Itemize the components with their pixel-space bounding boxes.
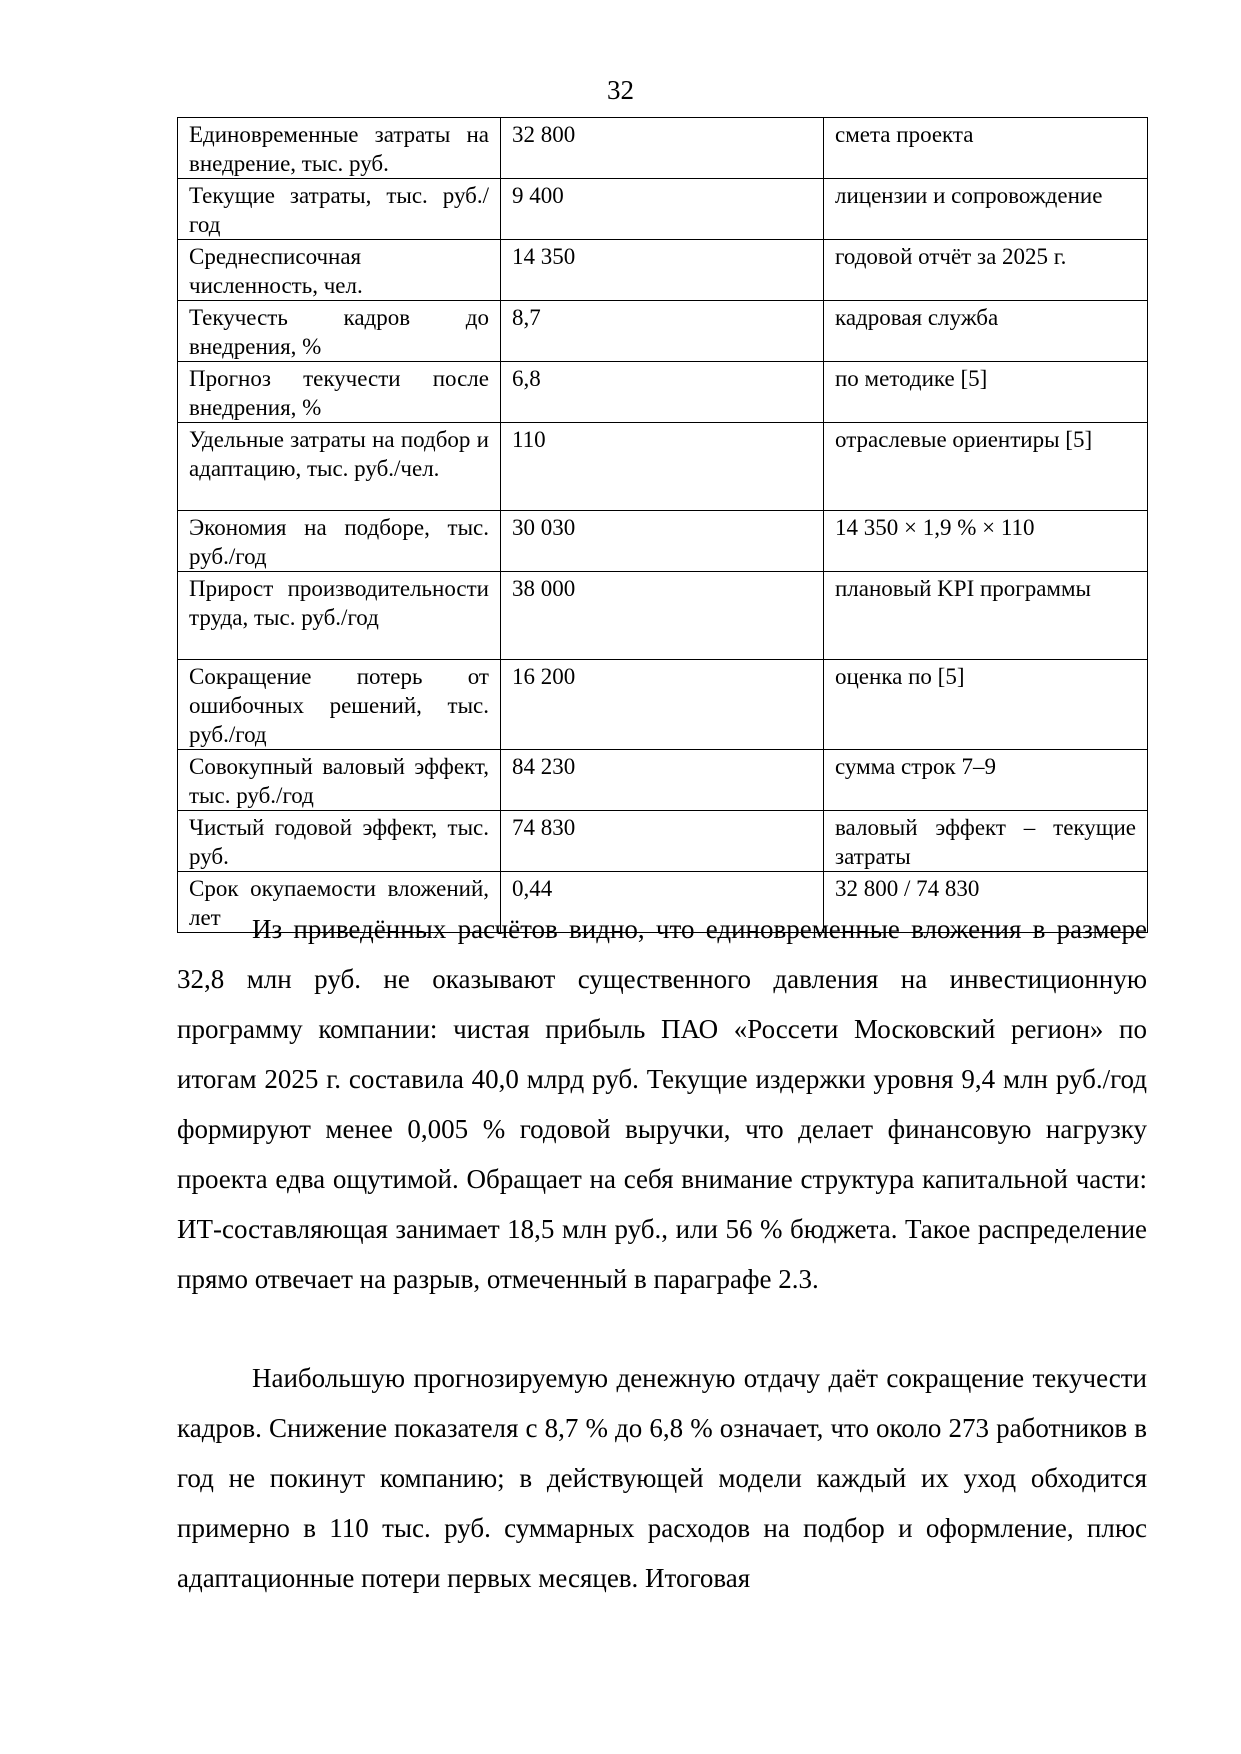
source-cell: годовой отчёт за 2025 г. [824, 240, 1148, 301]
table-row [178, 179, 1148, 240]
source-cell: сумма строк 7–9 [824, 750, 1148, 811]
body-paragraph-2 [177, 1353, 1147, 1603]
table-row [178, 240, 1148, 301]
table-row [178, 301, 1148, 362]
source-cell: лицензии и сопровождение [824, 179, 1148, 240]
source-cell: оценка по [5] [824, 660, 1148, 750]
indicator-cell: Чистый годовой эффект, тыс. руб. [178, 811, 501, 872]
source-cell: 32 800 / 74 830 [824, 872, 1148, 933]
source-cell: 14 350 × 1,9 % × 110 [824, 511, 1148, 572]
value-cell: 110 [501, 423, 824, 511]
indicator-cell: Удельные затраты на подбор и адаптацию, тыс. руб./чел. [178, 423, 501, 511]
source-cell: по методике [5] [824, 362, 1148, 423]
value-cell: 6,8 [501, 362, 824, 423]
paragraph-text: Из приведённых расчётов видно, что единовременные вложения в размере 32,8 млн руб. не оказывают существенного давления на инвестиционную программу компании: чистая прибыль ПАО «Россети Московский регион» по итогам 2025 г. составила 40,0 млрд руб. Текущие издержки уровня 9,4 млн руб./год формируют менее 0,005 % годовой выручки, что делает финансовую нагрузку проекта едва ощутимой. Обращает на себя внимание структура капитальной части: ИТ-составляющая занимает 18,5 млн руб., или 56 % бюджета. Такое распределение прямо отвечает на разрыв, отмеченный в параграфе 2.3. [177, 914, 1147, 1294]
indicator-cell: Сокращение потерь от ошибочных решений, тыс. руб./год [178, 660, 501, 750]
table-row [178, 811, 1148, 872]
table-row [178, 423, 1148, 511]
source-cell: отраслевые ориентиры [5] [824, 423, 1148, 511]
value-cell: 74 830 [501, 811, 824, 872]
table-row [178, 118, 1148, 179]
indicator-cell: Прирост производительности труда, тыс. руб./год [178, 572, 501, 660]
indicator-cell: Прогноз текучести после внедрения, % [178, 362, 501, 423]
indicator-cell: Экономия на подборе, тыс. руб./год [178, 511, 501, 572]
value-cell: 84 230 [501, 750, 824, 811]
source-cell: валовый эффект – текущие затраты [824, 811, 1148, 872]
value-cell: 30 030 [501, 511, 824, 572]
indicator-cell: Текущие затраты, тыс. руб./год [178, 179, 501, 240]
indicator-cell: Срок окупаемости вложений, лет [178, 872, 501, 933]
value-cell: 8,7 [501, 301, 824, 362]
source-cell: смета проекта [824, 118, 1148, 179]
source-cell: кадровая служба [824, 301, 1148, 362]
table-row [178, 362, 1148, 423]
value-cell: 0,44 [501, 872, 824, 933]
value-cell: 32 800 [501, 118, 824, 179]
paragraph-text: Наибольшую прогнозируемую денежную отдачу даёт сокращение текучести кадров. Снижение показателя с 8,7 % до 6,8 % означает, что около 273 работников в год не покинут компанию; в действующей модели каждый их уход обходится примерно в 110 тыс. руб. суммарных расходов на подбор и оформление, плюс адаптационные потери первых месяцев. Итоговая [177, 1363, 1147, 1593]
value-cell: 14 350 [501, 240, 824, 301]
indicator-cell: Текучесть кадров до внедрения, % [178, 301, 501, 362]
source-cell: плановый KPI программы [824, 572, 1148, 660]
body-paragraph-1 [177, 904, 1147, 1304]
indicator-cell: Совокупный валовый эффект, тыс. руб./год [178, 750, 501, 811]
value-cell: 38 000 [501, 572, 824, 660]
value-cell: 9 400 [501, 179, 824, 240]
table-row [178, 511, 1148, 572]
value-cell: 16 200 [501, 660, 824, 750]
indicator-cell: Среднесписочная численность, чел. [178, 240, 501, 301]
economic-effect-table [177, 117, 1148, 933]
table-row [178, 750, 1148, 811]
indicator-cell: Единовременные затраты на внедрение, тыс. руб. [178, 118, 501, 179]
table-row [178, 572, 1148, 660]
page-number: 32 [607, 75, 634, 105]
table-row [178, 660, 1148, 750]
